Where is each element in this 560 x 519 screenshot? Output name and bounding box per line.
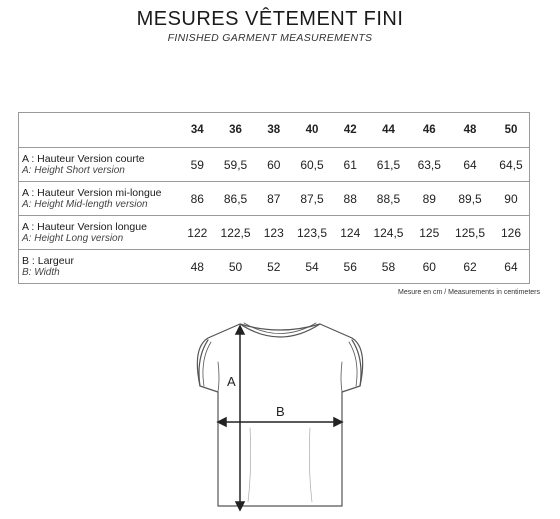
row-label <box>19 182 183 216</box>
table-cell: 52 <box>258 250 289 284</box>
table-cell: 58 <box>366 250 412 284</box>
table-row <box>19 182 530 216</box>
table-cell: 60 <box>411 250 447 284</box>
table-cell: 123,5 <box>289 216 335 250</box>
width-arrow <box>218 418 342 426</box>
table-cell: 87,5 <box>289 182 335 216</box>
table-cell: 89 <box>411 182 447 216</box>
units-note: Mesure en cm / Measurements in centimeters <box>398 289 540 296</box>
table-cell: 123 <box>258 216 289 250</box>
table-cell: 86 <box>182 182 213 216</box>
label-a: A <box>227 374 236 389</box>
row-label <box>19 216 183 250</box>
table-cell: 89,5 <box>447 182 493 216</box>
table-cell: 125 <box>411 216 447 250</box>
table-cell: 61 <box>335 148 366 182</box>
table-cell: 124,5 <box>366 216 412 250</box>
table-cell: 64 <box>447 148 493 182</box>
table-cell: 56 <box>335 250 366 284</box>
table-corner-cell <box>19 113 183 148</box>
row-label-fr: A : Hauteur Version longue <box>22 220 147 233</box>
height-arrow <box>236 326 244 510</box>
table-cell: 54 <box>289 250 335 284</box>
size-header: 38 <box>258 113 289 148</box>
row-label-en: A: Height Long version <box>22 232 124 244</box>
table-cell: 87 <box>258 182 289 216</box>
table-row <box>19 148 530 182</box>
table-cell: 126 <box>493 216 530 250</box>
table-cell: 50 <box>213 250 259 284</box>
row-label <box>19 250 183 284</box>
size-header: 40 <box>289 113 335 148</box>
size-header: 34 <box>182 113 213 148</box>
garment-diagram <box>190 318 370 514</box>
row-label-en: B: Width <box>22 266 60 278</box>
size-header: 46 <box>411 113 447 148</box>
size-header: 44 <box>366 113 412 148</box>
table-cell: 88,5 <box>366 182 412 216</box>
table-row <box>19 250 530 284</box>
table-cell: 61,5 <box>366 148 412 182</box>
row-label-en: A: Height Mid-length version <box>22 198 148 210</box>
table-row <box>19 216 530 250</box>
table-cell: 59 <box>182 148 213 182</box>
page-title: MESURES VÊTEMENT FINI <box>136 8 404 30</box>
row-label-fr: A : Hauteur Version mi-longue <box>22 186 162 199</box>
page-subtitle: FINISHED GARMENT MEASUREMENTS <box>167 32 373 44</box>
table-cell: 48 <box>182 250 213 284</box>
row-label <box>19 148 183 182</box>
row-label-en: A: Height Short version <box>22 164 125 176</box>
table-cell: 60,5 <box>289 148 335 182</box>
table-cell: 122,5 <box>213 216 259 250</box>
size-header: 48 <box>447 113 493 148</box>
table-cell: 62 <box>447 250 493 284</box>
size-header: 42 <box>335 113 366 148</box>
table-cell: 90 <box>493 182 530 216</box>
table-cell: 64 <box>493 250 530 284</box>
table-cell: 64,5 <box>493 148 530 182</box>
measurements-table <box>18 112 530 284</box>
table-cell: 124 <box>335 216 366 250</box>
table-cell: 125,5 <box>447 216 493 250</box>
table-cell: 60 <box>258 148 289 182</box>
table-header-row <box>19 113 530 148</box>
table-cell: 122 <box>182 216 213 250</box>
row-label-fr: B : Largeur <box>22 254 74 267</box>
table-cell: 59,5 <box>213 148 259 182</box>
table-cell: 86,5 <box>213 182 259 216</box>
table-cell: 88 <box>335 182 366 216</box>
size-header: 36 <box>213 113 259 148</box>
row-label-fr: A : Hauteur Version courte <box>22 152 145 165</box>
label-b: B <box>276 404 285 419</box>
size-header: 50 <box>493 113 530 148</box>
table-cell: 63,5 <box>411 148 447 182</box>
